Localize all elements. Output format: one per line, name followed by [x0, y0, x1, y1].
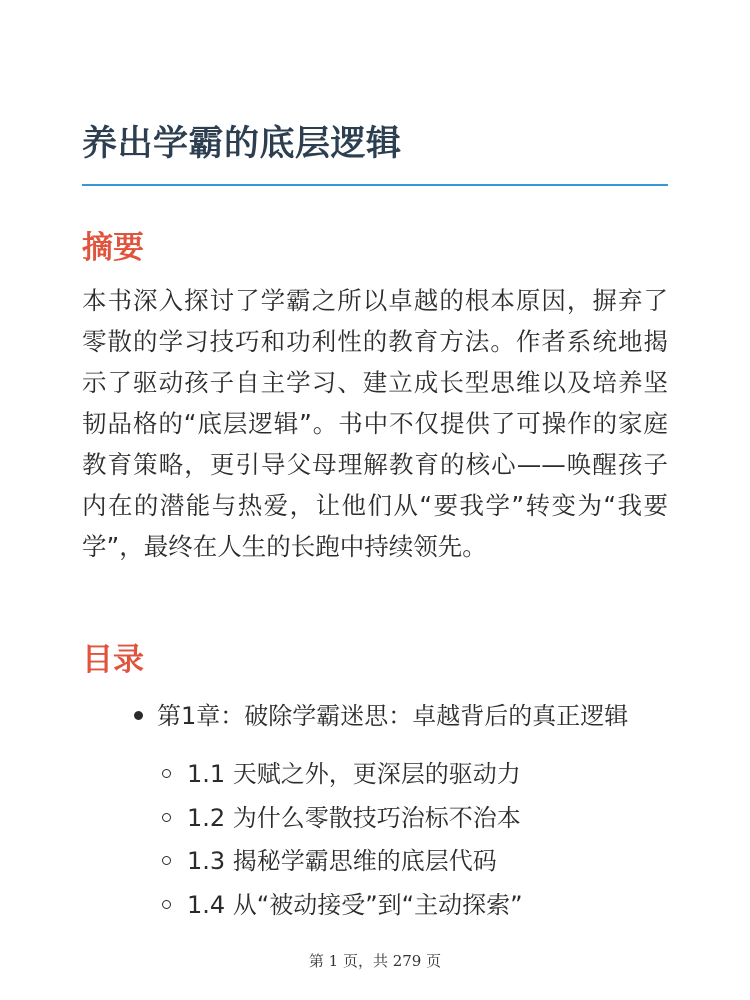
toc-section-item [162, 800, 521, 836]
bullet-circle-icon [162, 900, 171, 909]
page-number-footer: 第 1 页，共 279 页 [308, 952, 442, 970]
toc-section-label: 1.1 天赋之外，更深层的驱动力 [187, 760, 521, 788]
toc-section-label: 1.4 从“被动接受”到“主动探索” [187, 891, 523, 919]
title-divider [82, 184, 668, 186]
toc-chapter-item [134, 698, 628, 734]
toc-section-item [162, 756, 521, 792]
bullet-circle-icon [162, 856, 171, 865]
toc-section-label: 1.2 为什么零散技巧治标不治本 [187, 804, 521, 832]
toc-chapter-label: 第1章：破除学霸迷思：卓越背后的真正逻辑 [157, 702, 629, 730]
bullet-circle-icon [162, 813, 171, 822]
summary-paragraph: 本书深入探讨了学霸之所以卓越的根本原因，摒弃了零散的学习技巧和功利性的教育方法。作者系统地揭示了驱动孩子自主学习、建立成长型思维以及培养坚韧品格的“底层逻辑”。书中不仅提供了可操作的家庭教育策略，更引导父母理解教育的核心——唤醒孩子内在的潜能与热爱，让他们从“要我学”转变为“我要学”，最终在人生的长跑中持续领先。 [82, 286, 668, 561]
toc-section-label: 1.3 揭秘学霸思维的底层代码 [187, 847, 497, 875]
document-title: 养出学霸的底层逻辑 [82, 124, 402, 164]
bullet-disc-icon [134, 711, 143, 720]
toc-heading: 目录 [82, 642, 144, 678]
toc-section-item [162, 843, 497, 879]
summary-heading: 摘要 [82, 230, 144, 266]
toc-section-item [162, 887, 523, 923]
bullet-circle-icon [162, 769, 171, 778]
